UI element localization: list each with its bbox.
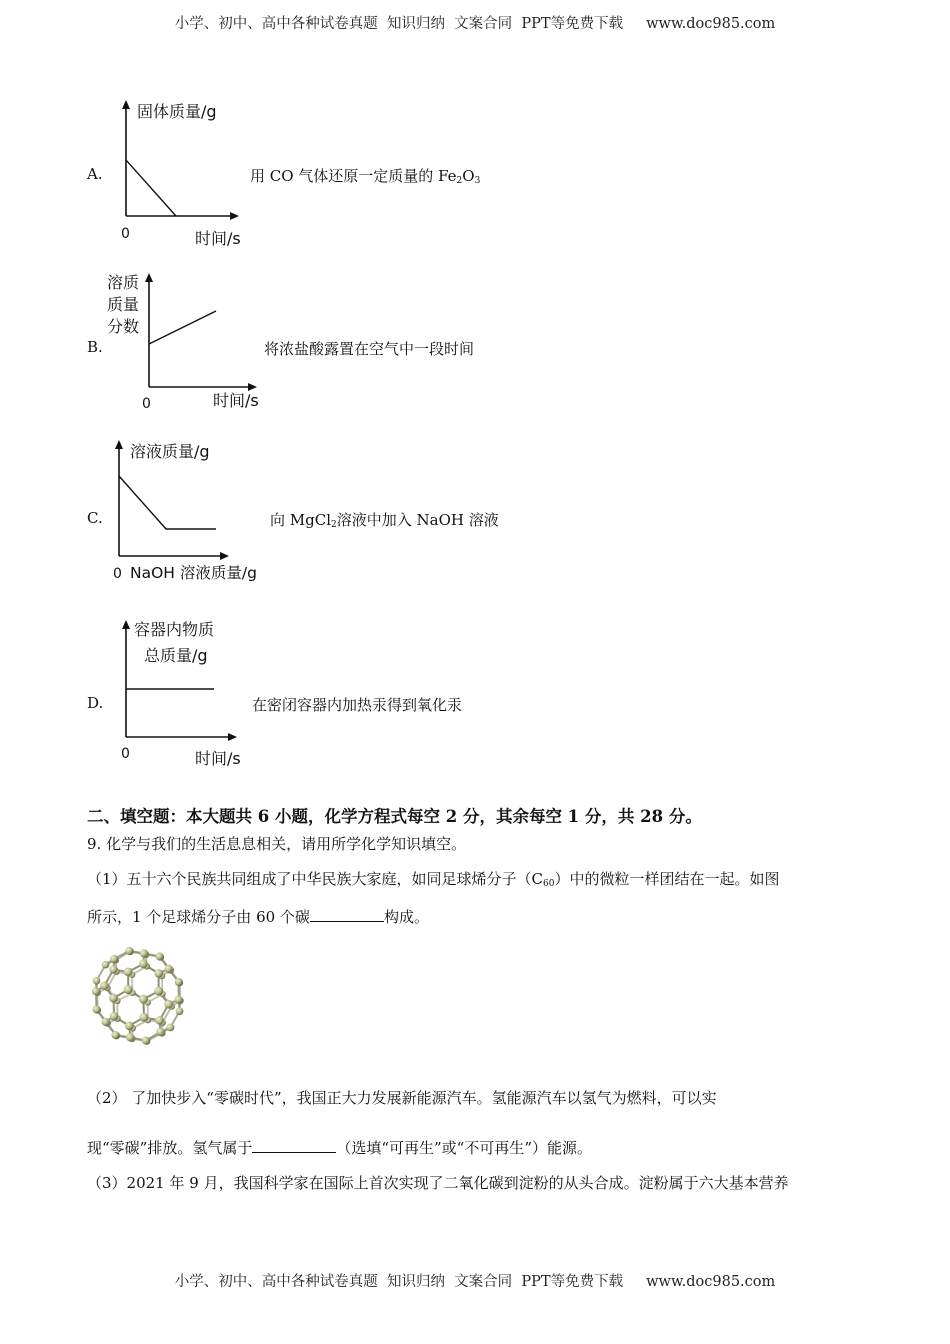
question-9-part-2-line-1: （2） 了加快步入“零碳时代”，我国正大力发展新能源汽车。氢能源汽车以氢气为燃料，可以实 xyxy=(87,1089,717,1107)
y-axis-label-line-1: 容器内物质 xyxy=(134,620,215,639)
carbon-atom xyxy=(100,981,108,989)
carbon-atom xyxy=(165,965,173,973)
option-d-desc: 在密闭容器内加热汞得到氧化汞 xyxy=(252,696,463,714)
y-axis-arrow xyxy=(145,273,153,282)
carbon-atom xyxy=(156,952,164,960)
y-axis-label: 固体质量/g xyxy=(137,102,217,121)
carbon-atom xyxy=(125,1021,134,1030)
curve-line xyxy=(149,311,216,344)
carbon-atom xyxy=(155,1016,164,1025)
carbon-atom xyxy=(125,947,133,955)
answer-blank-2[interactable] xyxy=(252,1138,336,1153)
y-axis-label-line-2: 质量 xyxy=(107,295,140,314)
carbon-atom xyxy=(93,1005,101,1013)
answer-blank-1[interactable] xyxy=(310,907,384,922)
option-d-graph xyxy=(100,613,270,773)
carbon-atom xyxy=(167,1023,175,1031)
origin-label: 0 xyxy=(142,396,151,412)
y-axis-label-line-2: 总质量/g xyxy=(144,646,208,665)
carbon-atom xyxy=(124,968,133,977)
carbon-atom xyxy=(92,987,100,995)
fullerene-c60-image xyxy=(86,936,190,1056)
y-axis-arrow xyxy=(115,440,123,449)
origin-label: 0 xyxy=(121,746,130,762)
curve-line xyxy=(119,476,216,529)
question-9-part-1-line-2: 所示，1 个足球烯分子由 60 个碳 构成。 xyxy=(87,908,429,926)
x-axis-label: NaOH 溶液质量/g xyxy=(130,564,257,582)
y-axis-arrow xyxy=(122,100,130,109)
option-c-label: C. xyxy=(87,509,103,527)
carbon-atom xyxy=(126,1033,134,1041)
carbon-atom xyxy=(154,987,163,996)
question-9-part-1-line-1: （1）五十六个民族共同组成了中华民族大家庭，如同足球烯分子$(C_{60})$中的微粒一样团结在一起。如图 xyxy=(87,870,780,889)
question-9-part-2-line-2: 现“零碳”排放。氢气属于 （选填“可再生”或“不可再生”）能源。 xyxy=(87,1139,593,1157)
carbon-atom xyxy=(124,985,133,994)
question-9-stem: 9. 化学与我们的生活息息相关，请用所学化学知识填空。 xyxy=(87,835,467,853)
question-9-part-3-line-1: （3）2021 年 9 月，我国科学家在国际上首次实现了二氧化碳到淀粉的从头合成。淀粉属于六大基本营养 xyxy=(87,1174,789,1192)
page-footer: 小学、初中、高中各种试卷真题 知识归纳 文案合同 PPT等免费下载 www.doc985.com xyxy=(174,1274,776,1290)
y-axis-label-line-1: 溶质 xyxy=(107,273,140,292)
carbon-atom xyxy=(176,1007,184,1015)
carbon-atom xyxy=(93,977,101,985)
origin-label: 0 xyxy=(121,226,130,242)
x-axis-label: 时间/s xyxy=(195,229,241,248)
x-axis-arrow xyxy=(248,383,257,391)
option-c-graph xyxy=(100,437,270,587)
carbon-atom xyxy=(142,1036,150,1044)
carbon-atom xyxy=(112,1031,120,1039)
carbon-atom xyxy=(164,1000,173,1009)
carbon-atom xyxy=(140,1013,149,1022)
y-axis-arrow xyxy=(122,620,130,629)
y-axis-label: 溶液质量/g xyxy=(130,442,210,461)
option-c-desc: 向 MgCl$_2$溶液中加入 NaOH 溶液 xyxy=(270,511,499,530)
carbon-atom xyxy=(109,994,118,1003)
carbon-atom xyxy=(102,961,110,969)
carbon-atom xyxy=(139,960,148,969)
carbon-atom xyxy=(139,995,148,1004)
section-title: 二、填空题：本大题共 6 小题，化学方程式每空 2 分，其余每空 1 分，共 28 分。 xyxy=(87,807,702,826)
x-axis-arrow xyxy=(228,733,237,741)
curve-line xyxy=(126,160,176,216)
option-a-label: A. xyxy=(87,165,103,183)
option-a-desc: 用 CO 气体还原一定质量的 $Fe_2O_3$ xyxy=(250,167,481,186)
option-b-desc: 将浓盐酸露置在空气中一段时间 xyxy=(264,340,475,358)
carbon-atom xyxy=(110,955,118,963)
x-axis-label: 时间/s xyxy=(213,391,259,410)
carbon-atom xyxy=(101,1018,109,1026)
x-axis-label: 时间/s xyxy=(195,749,241,768)
carbon-atom xyxy=(154,969,163,978)
origin-label: 0 xyxy=(113,566,122,582)
x-axis-arrow xyxy=(230,212,239,220)
y-axis-label-line-3: 分数 xyxy=(107,317,140,336)
x-axis-arrow xyxy=(220,552,229,560)
option-a-graph xyxy=(100,95,260,255)
option-b-label: B. xyxy=(87,338,103,356)
carbon-atom xyxy=(110,1012,119,1021)
option-d-label: D. xyxy=(87,694,104,712)
page-header: 小学、初中、高中各种试卷真题 知识归纳 文案合同 PPT等免费下载 www.doc985.com xyxy=(174,16,776,32)
carbon-atom xyxy=(156,1028,164,1036)
carbon-atom xyxy=(109,965,117,973)
option-b-graph xyxy=(105,268,275,418)
carbon-atom xyxy=(175,978,183,986)
carbon-atom xyxy=(140,949,148,957)
carbon-atom xyxy=(175,996,183,1004)
